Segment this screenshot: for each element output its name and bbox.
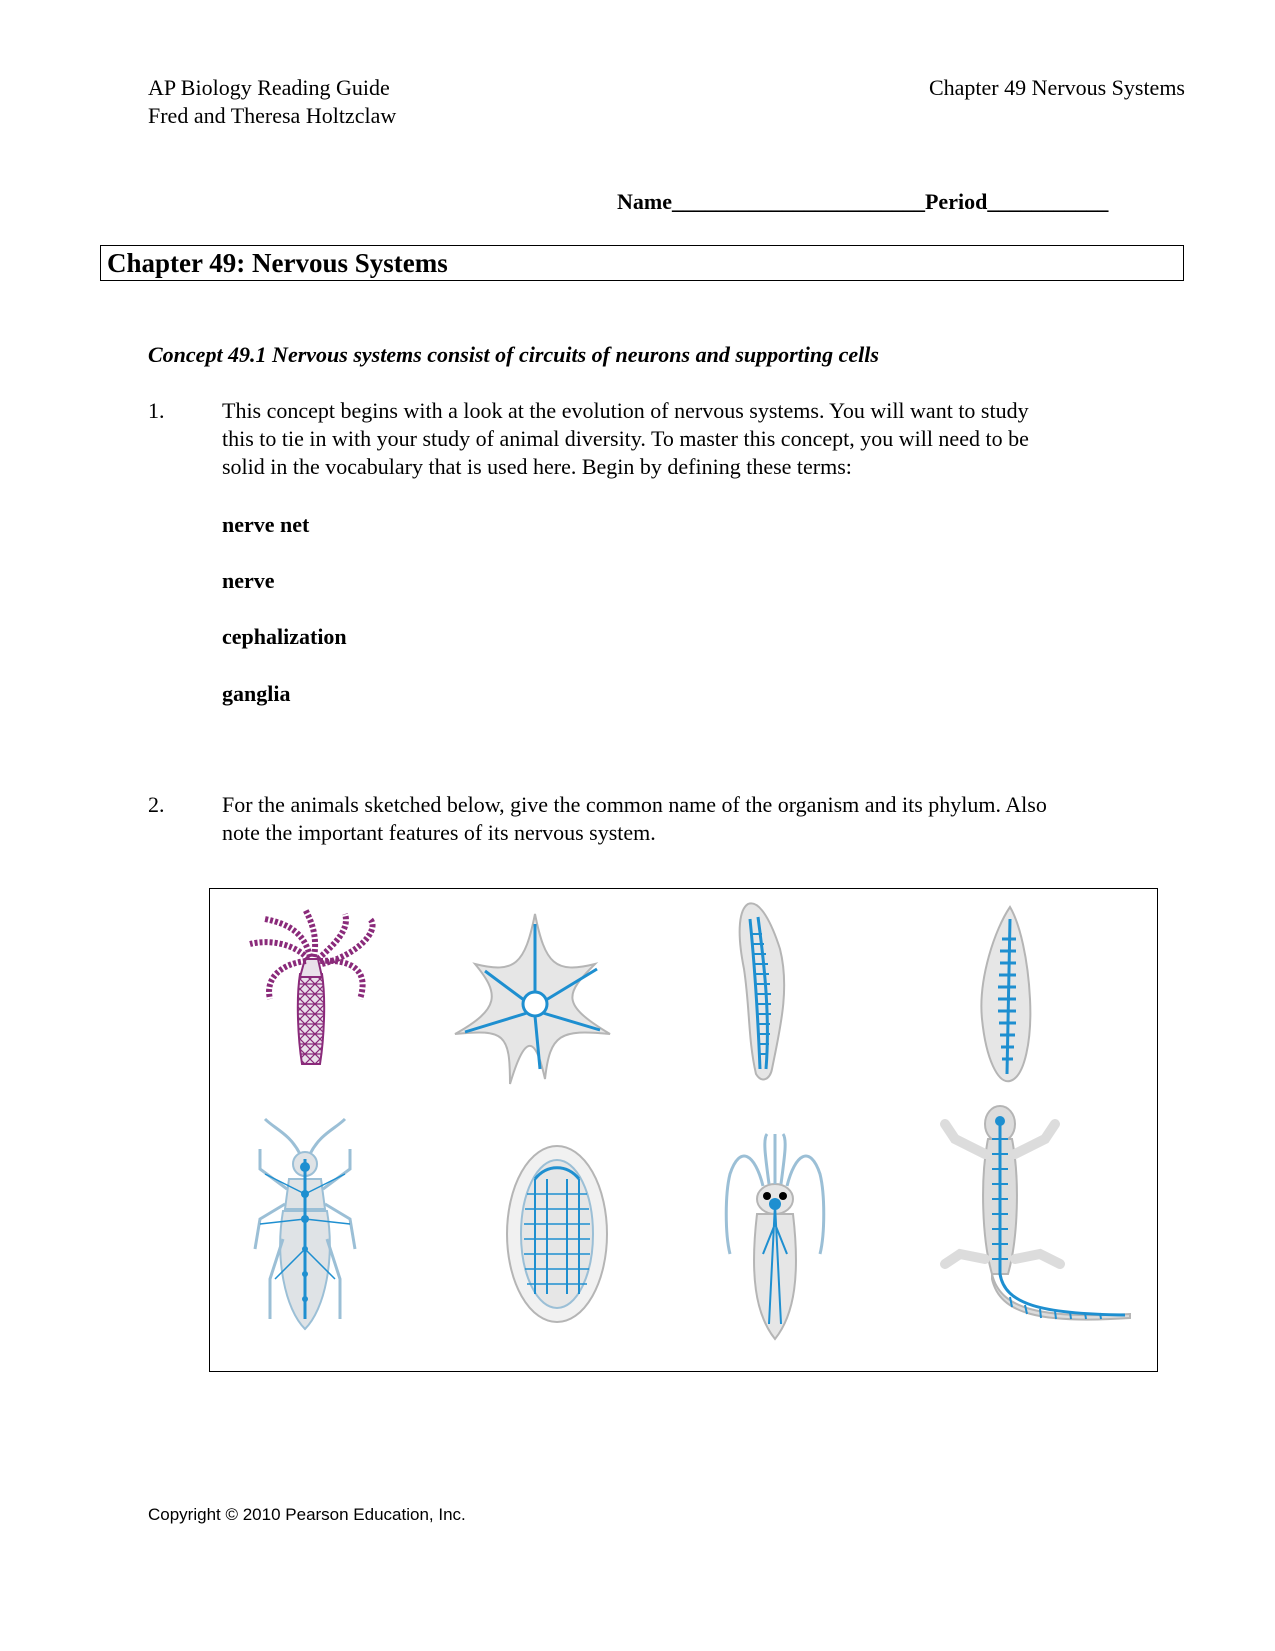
authors: Fred and Theresa Holtzclaw [148, 103, 397, 128]
copyright: Copyright © 2010 Pearson Education, Inc. [148, 1505, 466, 1524]
question-2-number: 2. [148, 792, 165, 817]
question-2-line: note the important features of its nervous system. [222, 820, 656, 845]
term-ganglia: ganglia [222, 681, 291, 706]
planarian-icon [740, 903, 785, 1079]
leech-icon [981, 907, 1030, 1081]
name-blank[interactable]: _______________________ [671, 189, 925, 214]
question-2-text [222, 791, 1182, 847]
question-1-text [222, 397, 1182, 481]
term-cephalization: cephalization [222, 624, 347, 649]
name-label: Name [617, 189, 672, 214]
hydra-icon [250, 909, 373, 1064]
squid-icon [726, 1134, 824, 1339]
question-1-number: 1. [148, 398, 165, 423]
header-chapter: Chapter 49 Nervous Systems [928, 75, 1185, 100]
header-left [148, 74, 396, 130]
nervous-systems-figure [209, 888, 1158, 1372]
question-1-line: solid in the vocabulary that is used here. Begin by defining these terms: [222, 454, 852, 479]
question-1-line: this to tie in with your study of animal diversity. To master this concept, you will need to be [222, 426, 1029, 451]
period-label: Period [924, 189, 988, 214]
chapter-title: Chapter 49: Nervous Systems [107, 248, 448, 278]
concept-heading: Concept 49.1 Nervous systems consist of circuits of neurons and supporting cells [148, 342, 879, 367]
term-nerve-net: nerve net [222, 512, 310, 537]
guide-title: AP Biology Reading Guide [148, 75, 390, 100]
period-blank[interactable]: ___________ [987, 189, 1109, 214]
chiton-icon [507, 1146, 607, 1322]
insect-icon [255, 1119, 355, 1329]
chapter-title-box [100, 245, 1184, 281]
question-1-line: This concept begins with a look at the evolution of nervous systems. You will want to study [222, 398, 1029, 423]
term-nerve: nerve [222, 568, 275, 593]
question-2-line: For the animals sketched below, give the common name of the organism and its phylum. Also [222, 792, 1047, 817]
sea-star-icon [455, 914, 610, 1084]
name-period-line [617, 188, 1108, 216]
salamander-icon [945, 1106, 1130, 1320]
